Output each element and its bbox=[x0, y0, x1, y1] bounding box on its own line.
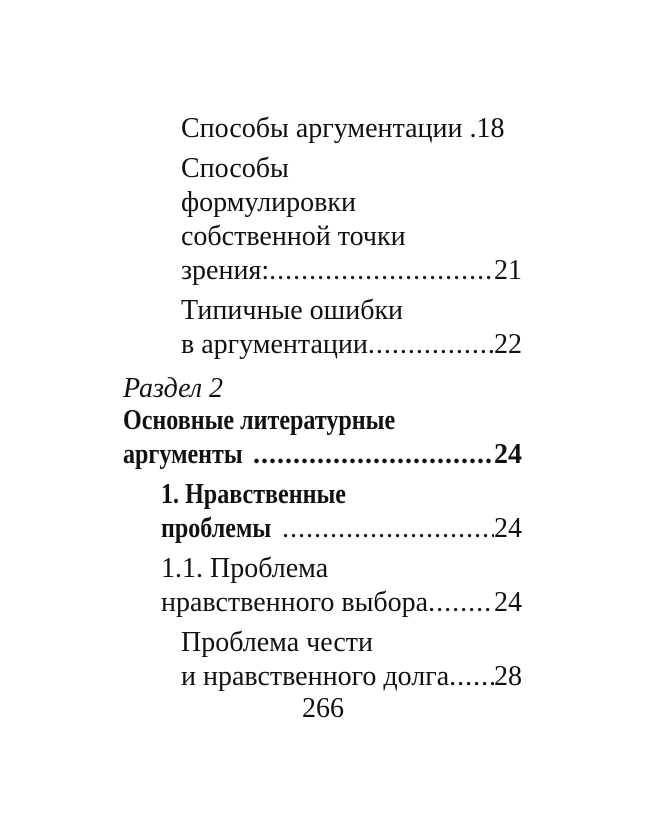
entry-page: 18 bbox=[476, 113, 505, 144]
entry-text: Способы аргументации . bbox=[181, 113, 477, 144]
leader-dots bbox=[368, 328, 494, 362]
toc-entry-moral-choice bbox=[161, 586, 522, 620]
entry-line: собственной точки bbox=[181, 221, 406, 252]
entry-text: проблемы bbox=[161, 513, 272, 544]
entry-page: 24 bbox=[494, 439, 522, 470]
entry-text: аргументы bbox=[123, 439, 243, 470]
section-title-text: Основные литературные bbox=[123, 405, 396, 436]
entry-text: нравственного выбора bbox=[161, 587, 429, 618]
leader-dots bbox=[269, 254, 494, 288]
section-label: Раздел 2 bbox=[123, 373, 224, 404]
entry-line: 1. Нравственные bbox=[161, 479, 346, 510]
section-title bbox=[123, 404, 439, 438]
entry-page: 28 bbox=[494, 661, 522, 692]
leader-dots bbox=[428, 586, 494, 620]
toc-entry-section-2 bbox=[123, 438, 522, 472]
entry-line: Проблема чести bbox=[181, 627, 373, 658]
leader-dots bbox=[253, 438, 494, 472]
entry-page: 24 bbox=[494, 513, 522, 544]
page-number: 266 bbox=[302, 693, 344, 724]
toc-entry-honor-duty bbox=[181, 660, 522, 694]
entry-text: и нравственного долга bbox=[181, 661, 450, 692]
entry-line: 1.1. Проблема bbox=[161, 553, 329, 584]
leader-dots bbox=[282, 512, 494, 546]
entry-line: Способы bbox=[181, 153, 289, 184]
entry-page: 21 bbox=[494, 255, 522, 286]
entry-page: 22 bbox=[494, 329, 522, 360]
toc-entry-argumentation-methods bbox=[181, 112, 504, 146]
entry-line: формулировки bbox=[181, 187, 356, 218]
entry-text: в аргументации bbox=[181, 329, 368, 360]
toc-entry-viewpoint-formulation bbox=[181, 254, 522, 288]
entry-text: зрения: bbox=[181, 255, 270, 286]
toc-entry-moral-problems bbox=[161, 512, 522, 546]
toc-entry-typical-errors bbox=[181, 328, 522, 362]
entry-line: Типичные ошибки bbox=[181, 295, 404, 326]
leader-dots bbox=[449, 660, 494, 694]
entry-page: 24 bbox=[494, 587, 522, 618]
